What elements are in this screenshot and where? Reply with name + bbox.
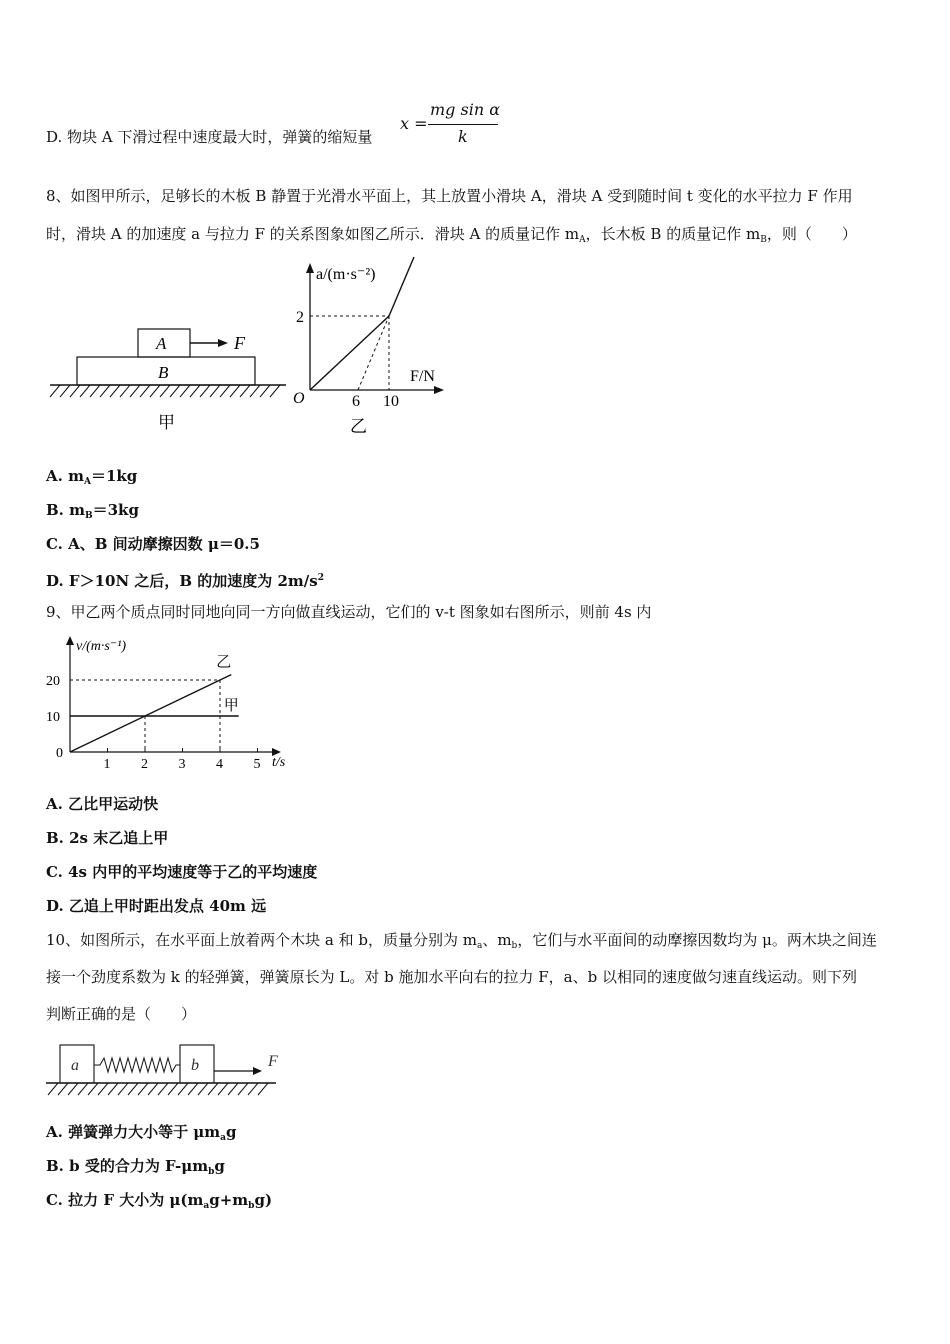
x-axis-arrow	[434, 386, 444, 394]
q8-figure-jia	[46, 320, 296, 440]
formula-numerator: mg sin α	[430, 100, 501, 119]
q8-figure-yi	[288, 255, 458, 440]
x-tick-label-1: 1	[103, 757, 111, 772]
y-axis-arrow	[306, 263, 314, 273]
q10-stem-line2: 接一个劲度系数为 k 的轻弹簧，弹簧原长为 L。对 b 施加水平向右的拉力 F，a、b 以相同的速度做匀速直线运动。则下列	[46, 968, 857, 986]
x-axis-label: F/N	[410, 368, 435, 385]
q7-formula	[400, 100, 505, 150]
q9-option-d: D. 乙追上甲时距出发点 40m 远	[46, 897, 267, 915]
q10-option-b: B. b 受的合力为 $F-\mu m_bg$	[46, 1157, 225, 1177]
chart-y-axis-arrow	[66, 636, 74, 645]
q10-option-a: A. 弹簧弹力大小等于 $\mu m_ag$	[46, 1123, 237, 1143]
q8-stem-line2: 时，滑块 A 的加速度 a 与拉力 F 的关系图象如图乙所示．滑块 A 的质量记作 $m_A$，长木板 B 的质量记作 $m_B$，则（ ）	[46, 225, 857, 245]
formula-lhs: x =	[400, 114, 428, 133]
force-arrowhead	[253, 1067, 262, 1075]
board-b-label: B	[158, 363, 169, 382]
q10-stem-line1: 10、如图所示，在水平面上放着两个木块 a 和 b，质量分别为 $m_a$、$m_b$，它们与水平面间的动摩擦因数均为 μ。两木块之间连	[46, 931, 877, 951]
block-b-label: b	[191, 1057, 199, 1074]
y-tick-label-10: 10	[46, 710, 60, 725]
series-label-1: 乙	[216, 654, 232, 671]
q8-stem-line1: 8、如图甲所示，足够长的木板 B 静置于光滑水平面上，其上放置小滑块 A，滑块 A 受到随时间 t 变化的水平拉力 F 作用	[46, 187, 853, 205]
q9-option-a: A. 乙比甲运动快	[46, 795, 159, 813]
formula-denominator: k	[458, 127, 468, 146]
y-axis-label: a/(m·s⁻²)	[316, 266, 376, 283]
fraction-bar	[428, 124, 498, 125]
x-tick-label-4: 4	[216, 757, 223, 772]
q9-option-c: C. 4s 内甲的平均速度等于乙的平均速度	[46, 863, 318, 881]
force-arrowhead	[218, 339, 228, 347]
x-tick-label-5: 5	[253, 757, 261, 772]
series-line-1	[70, 675, 231, 752]
force-label: F	[234, 333, 245, 353]
block-a-label: A	[156, 334, 167, 353]
ground-hatching	[48, 1083, 268, 1095]
y-tick-2: 2	[296, 309, 304, 326]
dash-slope	[358, 316, 389, 390]
q9-option-b: B. 2s 末乙追上甲	[46, 829, 169, 847]
caption-yi: 乙	[350, 417, 367, 436]
q7-option-d: D. 物块 A 下滑过程中速度最大时，弹簧的缩短量	[46, 128, 373, 146]
origin-label: O	[293, 390, 305, 407]
x-tick-label-2: 2	[141, 757, 148, 772]
y-tick-label-20: 20	[46, 674, 60, 689]
y-tick-label-0: 0	[56, 746, 63, 761]
line-segment-1	[310, 316, 389, 390]
q10-figure	[44, 1040, 294, 1102]
caption-jia: 甲	[158, 413, 175, 432]
q8-option-d: D. F＞10N 之后，B 的加速度为 $2m/s^2$	[46, 572, 324, 590]
q9-vt-chart	[40, 630, 300, 775]
chart-y-label: v/(m·s⁻¹)	[76, 639, 127, 654]
q10-stem-line3: 判断正确的是（ ）	[46, 1005, 197, 1023]
block-a-label: a	[71, 1057, 79, 1074]
q9-stem: 9、甲乙两个质点同时同地向同一方向做直线运动，它们的 v-t 图象如右图所示，则前 4s 内	[46, 603, 652, 621]
ground-hatching	[50, 385, 280, 397]
q8-option-a: A. $m_A=1kg$	[46, 467, 138, 487]
force-label: F	[268, 1053, 278, 1070]
q8-option-b: B. $m_B=3kg$	[46, 501, 139, 521]
spring	[94, 1058, 180, 1072]
series-label-0: 甲	[223, 698, 239, 714]
chart-x-label: t/s	[272, 755, 286, 770]
x-tick-label-3: 3	[178, 757, 186, 772]
x-tick-10: 10	[383, 393, 399, 410]
x-tick-6: 6	[352, 393, 360, 410]
q8-option-c: C. A、B 间动摩擦因数 μ＝0.5	[46, 535, 260, 553]
q10-option-c: C. 拉力 F 大小为 $\mu(m_ag+m_bg)$	[46, 1191, 273, 1211]
line-segment-2	[389, 257, 414, 316]
